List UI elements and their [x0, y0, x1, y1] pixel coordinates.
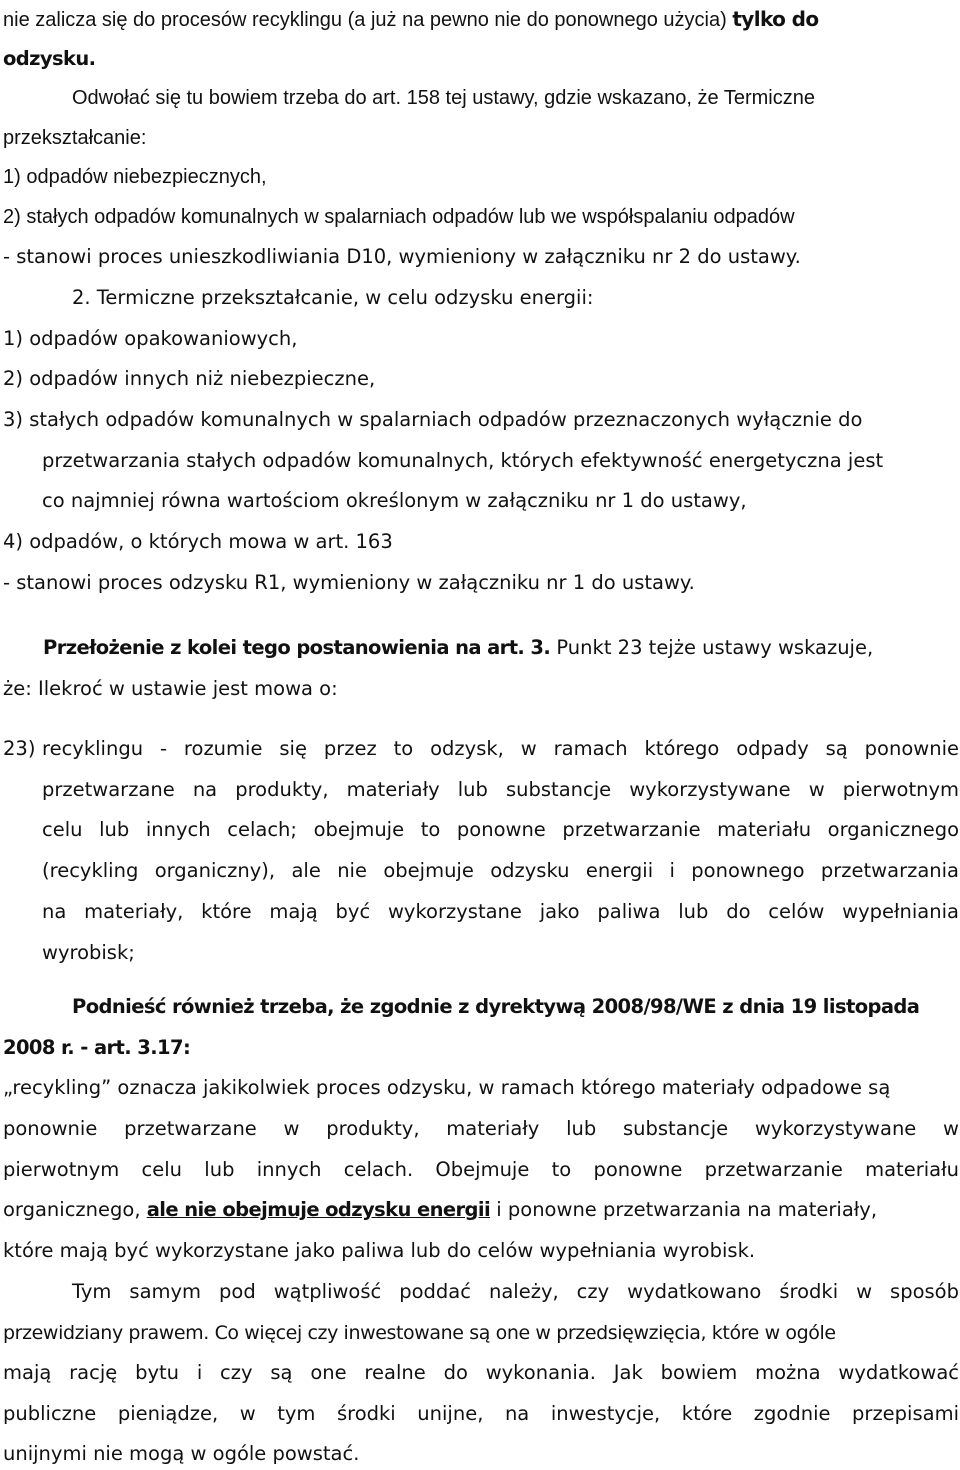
list-item: 4) odpadów, o których mowa w art. 163: [3, 530, 393, 553]
paragraph-line: - stanowi proces unieszkodliwiania D10, wymieniony w załączniku nr 2 do ustawy.: [3, 245, 801, 268]
paragraph-line: przekształcanie:: [3, 127, 147, 149]
paragraph-line: 2. Termiczne przekształcanie, w celu odzysku energii:: [72, 286, 594, 309]
definition-line: celu lub innych celach; obejmuje to ponowne przetwarzanie materiału organicznego: [42, 818, 959, 841]
underlined-bold-text: ale nie obejmuje odzysku energii: [146, 1198, 491, 1221]
definition-line: wyrobisk;: [42, 941, 135, 964]
quote-line: [3, 1198, 877, 1222]
line-text: i ponowne przetwarzania na materiały,: [490, 1198, 878, 1221]
line-text: organicznego,: [3, 1198, 147, 1221]
list-item-continuation: co najmniej równa wartościom określonym w załączniku nr 1 do ustawy,: [42, 489, 747, 512]
paragraph-line: przewidziany prawem. Co więcej czy inwestowane są one w przedsięwzięcia, które w ogóle: [3, 1322, 836, 1344]
paragraph-line: unijnymi nie mogą w ogóle powstać.: [3, 1442, 360, 1465]
quote-line: ponownie przetwarzane w produkty, materiały lub substancje wykorzystywane w: [3, 1117, 959, 1140]
paragraph-line: [43, 636, 873, 660]
line-text: Punkt 23 tejże ustawy wskazuje,: [550, 636, 874, 659]
list-number: 23): [3, 737, 36, 760]
quote-line: „recykling” oznacza jakikolwiek proces odzysku, w ramach którego materiały odpadowe są: [3, 1076, 891, 1099]
line-text: nie zalicza się do procesów recyklingu (a już na pewno nie do ponownego użycia): [3, 9, 733, 31]
paragraph-line: Odwołać się tu bowiem trzeba do art. 158 tej ustawy, gdzie wskazano, że Termiczne: [72, 87, 815, 109]
paragraph-line: - stanowi proces odzysku R1, wymieniony w załączniku nr 1 do ustawy.: [3, 571, 695, 594]
definition-line: (recykling organiczny), ale nie obejmuje odzysku energii i ponownego przetwarzania: [42, 859, 959, 882]
list-item: 3) stałych odpadów komunalnych w spalarniach odpadów przeznaczonych wyłącznie do: [3, 408, 863, 431]
paragraph-line: że: Ilekroć w ustawie jest mowa o:: [3, 677, 338, 700]
bold-text: Przełożenie z kolei tego postanowienia na art. 3.: [43, 636, 551, 659]
bold-text: odzysku.: [3, 47, 96, 70]
paragraph-line: Tym samym pod wątpliwość poddać należy, czy wydatkowano środki w sposób: [72, 1280, 959, 1303]
list-item: 1) odpadów opakowaniowych,: [3, 327, 298, 350]
bold-text: Podnieść również trzeba, że zgodnie z dyrektywą 2008/98/WE z dnia 19 listopada: [72, 995, 920, 1018]
list-item: 2) odpadów innych niż niebezpieczne,: [3, 367, 376, 390]
quote-line: które mają być wykorzystane jako paliwa lub do celów wypełniania wyrobisk.: [3, 1239, 756, 1262]
paragraph-line: publiczne pieniądze, w tym środki unijne, na inwestycje, które zgodnie przepisami: [3, 1402, 959, 1425]
list-item: 2) stałych odpadów komunalnych w spalarniach odpadów lub we współspalaniu odpadów: [3, 206, 795, 228]
definition-line: na materiały, które mają być wykorzystane jako paliwa lub do celów wypełniania: [42, 900, 959, 923]
bold-text: 2008 r. - art. 3.17:: [3, 1036, 191, 1059]
paragraph-line: [3, 7, 819, 32]
list-item-continuation: przetwarzania stałych odpadów komunalnych, których efektywność energetyczna jest: [42, 449, 884, 472]
paragraph-line: mają rację bytu i czy są one realne do wykonania. Jak bowiem można wydatkować: [3, 1361, 959, 1384]
bold-text: tylko do: [732, 7, 819, 31]
definition-line: przetwarzane na produkty, materiały lub substancje wykorzystywane w pierwotnym: [42, 778, 959, 801]
quote-line: pierwotnym celu lub innych celach. Obejmuje to ponowne przetwarzanie materiału: [3, 1158, 959, 1181]
list-item: 1) odpadów niebezpiecznych,: [3, 166, 267, 188]
definition-line: recyklingu - rozumie się przez to odzysk, w ramach którego odpady są ponownie: [42, 737, 959, 760]
